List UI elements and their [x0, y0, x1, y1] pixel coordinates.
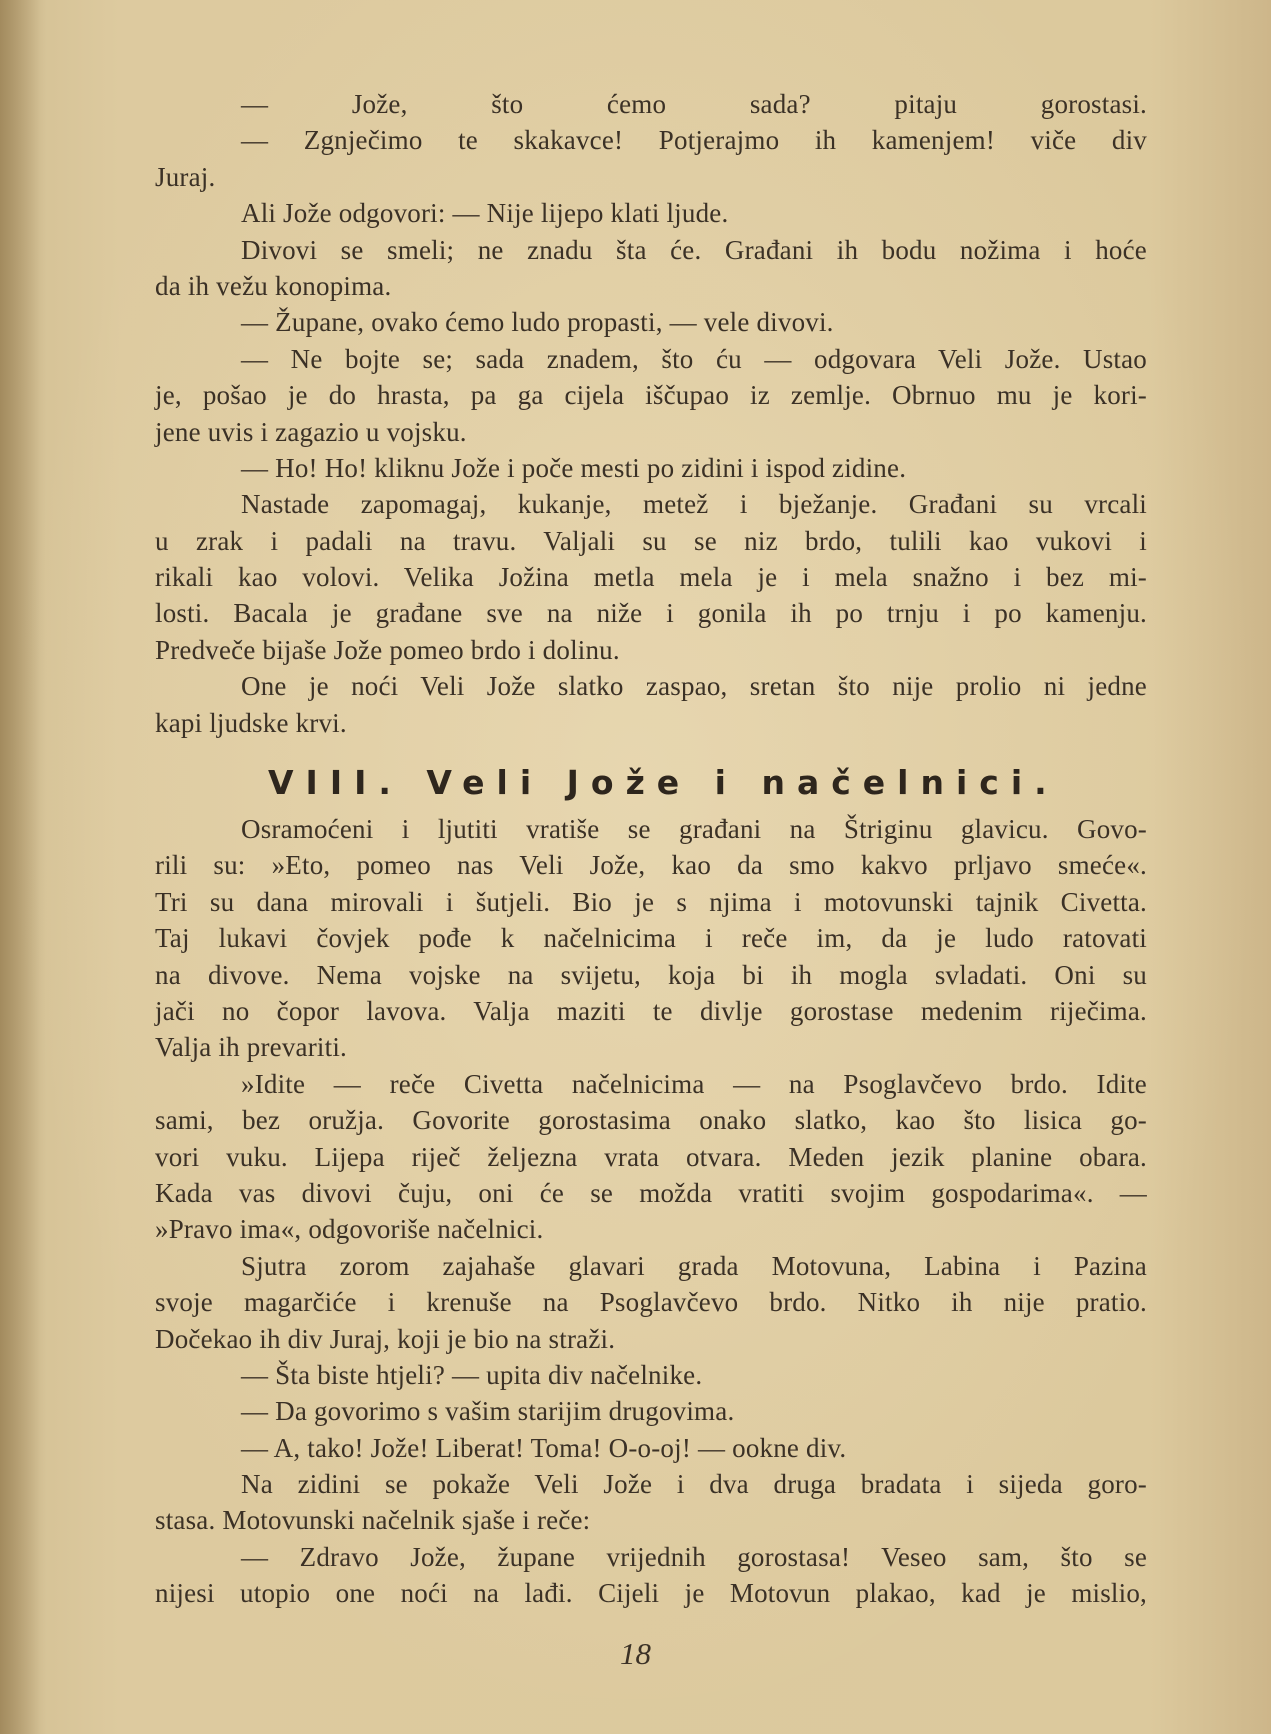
text-line: — Ne bojte se; sada znadem, što ću — odgovara Veli Jože. Ustao — [241, 343, 1147, 374]
text-line: stasa. Motovunski načelnik sjaše i reče: — [155, 1505, 591, 1536]
text-line: — A, tako! Jože! Liberat! Toma! O-o-oj! — ookne div. — [241, 1432, 847, 1463]
text-line: rikali kao volovi. Velika Jožina metla mela je i mela snažno i bez mi- — [155, 562, 1147, 593]
page-number: 18 — [620, 1636, 651, 1671]
text-line: »Idite — reče Civetta načelnicima — na Psoglavčevo brdo. Idite — [241, 1068, 1147, 1099]
text-line: — Da govorimo s vašim starijim drugovima. — [241, 1396, 735, 1427]
text-line: u zrak i padali na travu. Valjali su se niz brdo, tulili kao vukovi i — [155, 525, 1147, 556]
text-line: Taj lukavi čovjek pođe k načelnicima i reče im, da je ludo ratovati — [155, 923, 1147, 954]
text-line: »Pravo ima«, odgovoriše načelnici. — [155, 1214, 544, 1245]
text-line: Predveče bijaše Jože pomeo brdo i dolinu. — [155, 634, 620, 665]
text-line: svoje magarčiće i krenuše na Psoglavčevo brdo. Nitko ih nije pratio. — [155, 1287, 1147, 1318]
text-line: Dočekao ih div Juraj, koji je bio na straži. — [155, 1323, 616, 1354]
text-line: je, pošao je do hrasta, pa ga cijela iščupao iz zemlje. Obrnuo mu je kori- — [155, 380, 1147, 411]
text-line: na divove. Nema vojske na svijetu, koja bi ih mogla svladati. Oni su — [155, 959, 1147, 990]
text-line: losti. Bacala je građane sve na niže i gonila ih po trnju i po kamenju. — [155, 598, 1147, 629]
chapter-heading: VIII. Veli Jože i načelnici. — [268, 763, 1059, 803]
text-line: Kada vas divovi čuju, oni će se možda vratiti svojim gospodarima«. — — [155, 1177, 1147, 1208]
text-line: — Ho! Ho! kliknu Jože i poče mesti po zidini i ispod zidine. — [241, 452, 907, 483]
page-gutter-shadow — [0, 0, 46, 1734]
text-line: — Zgnječimo te skakavce! Potjerajmo ih kamenjem! viče div — [241, 125, 1147, 156]
text-line: Divovi se smeli; ne znadu šta će. Građani ih bodu nožima i hoće — [241, 234, 1147, 265]
text-line: Ali Jože odgovori: — Nije lijepo klati ljude. — [241, 198, 729, 229]
text-line: Na zidini se pokaže Veli Jože i dva druga bradata i sijeda goro- — [241, 1469, 1147, 1500]
text-line: Juraj. — [155, 161, 216, 192]
text-line: One je noći Veli Jože slatko zaspao, sretan što nije prolio ni jedne — [241, 671, 1147, 702]
body-text — [155, 86, 1147, 1612]
text-line: — Župane, ovako ćemo ludo propasti, — vele divovi. — [241, 307, 834, 338]
text-line: — Šta biste htjeli? — upita div načelnike. — [241, 1359, 703, 1390]
text-line: jači no čopor lavova. Valja maziti te divlje gorostase medenim riječima. — [155, 995, 1147, 1026]
text-line: kapi ljudske krvi. — [155, 707, 347, 738]
text-line: — Zdravo Jože, župane vrijednih gorostasa! Veseo sam, što se — [241, 1541, 1147, 1572]
text-line: rili su: »Eto, pomeo nas Veli Jože, kao da smo kakvo prljavo smeće«. — [155, 850, 1147, 881]
text-line: Nastade zapomagaj, kukanje, metež i bježanje. Građani su vrcali — [241, 489, 1147, 520]
text-line: Tri su dana mirovali i šutjeli. Bio je s njima i motovunski tajnik Civetta. — [155, 886, 1147, 917]
text-line: jene uvis i zagazio u vojsku. — [155, 416, 467, 447]
text-line: da ih vežu konopima. — [155, 270, 392, 301]
text-line: Valja ih prevariti. — [155, 1032, 347, 1063]
text-line: nijesi utopio one noći na lađi. Cijeli je Motovun plakao, kad je mislio, — [155, 1578, 1147, 1609]
text-line: Osramoćeni i ljutiti vratiše se građani na Štriginu glavicu. Govo- — [241, 814, 1147, 845]
text-line: vori vuku. Lijepa riječ željezna vrata otvara. Meden jezik planine obara. — [155, 1141, 1147, 1172]
text-line: Sjutra zorom zajahaše glavari grada Motovuna, Labina i Pazina — [241, 1250, 1147, 1281]
text-line: — Jože, što ćemo sada? pitaju gorostasi. — [241, 89, 1147, 119]
text-line: sami, bez oružja. Govorite gorostasima onako slatko, kao što lisica go- — [155, 1105, 1147, 1136]
